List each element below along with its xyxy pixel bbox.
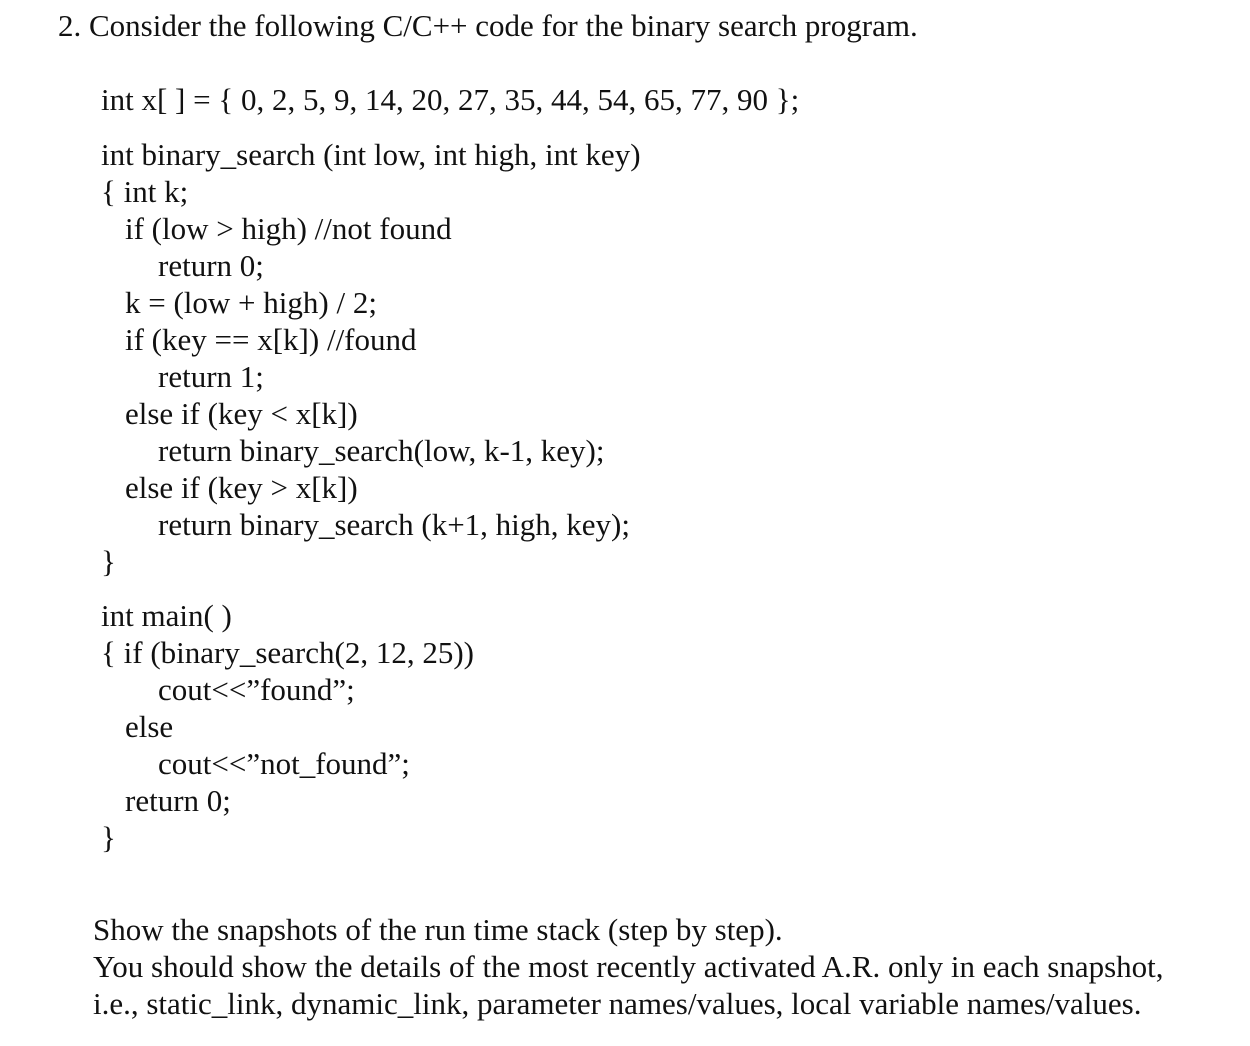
code-line: if (key == x[k]) //found — [125, 322, 417, 357]
code-line: else — [125, 709, 174, 744]
code-line: } — [101, 544, 116, 579]
question-heading: 2. Consider the following C/C++ code for the binary search program. — [58, 8, 918, 43]
code-line: int x[ ] = { 0, 2, 5, 9, 14, 20, 27, 35, 44, 54, 65, 77, 90 }; — [101, 82, 800, 117]
instruction-line: You should show the details of the most recently activated A.R. only in each snapshot, — [93, 949, 1164, 984]
code-line: { int k; — [101, 174, 189, 209]
code-line: else if (key > x[k]) — [125, 470, 358, 505]
code-line: cout<<”found”; — [158, 672, 355, 707]
code-line: int binary_search (int low, int high, int key) — [101, 137, 641, 172]
code-line: } — [101, 820, 116, 855]
code-line: { if (binary_search(2, 12, 25)) — [101, 635, 474, 670]
code-line: int main( ) — [101, 598, 232, 633]
code-line: return binary_search (k+1, high, key); — [158, 507, 630, 542]
instruction-line: Show the snapshots of the run time stack (step by step). — [93, 912, 783, 947]
code-line: if (low > high) //not found — [125, 211, 452, 246]
code-line: return 1; — [158, 359, 264, 394]
code-line: return 0; — [125, 783, 231, 818]
code-line: return 0; — [158, 248, 264, 283]
code-line: else if (key < x[k]) — [125, 396, 358, 431]
code-line: cout<<”not_found”; — [158, 746, 410, 781]
instruction-line: i.e., static_link, dynamic_link, parameter names/values, local variable names/values. — [93, 986, 1142, 1021]
code-line: return binary_search(low, k-1, key); — [158, 433, 605, 468]
code-line: k = (low + high) / 2; — [125, 285, 377, 320]
